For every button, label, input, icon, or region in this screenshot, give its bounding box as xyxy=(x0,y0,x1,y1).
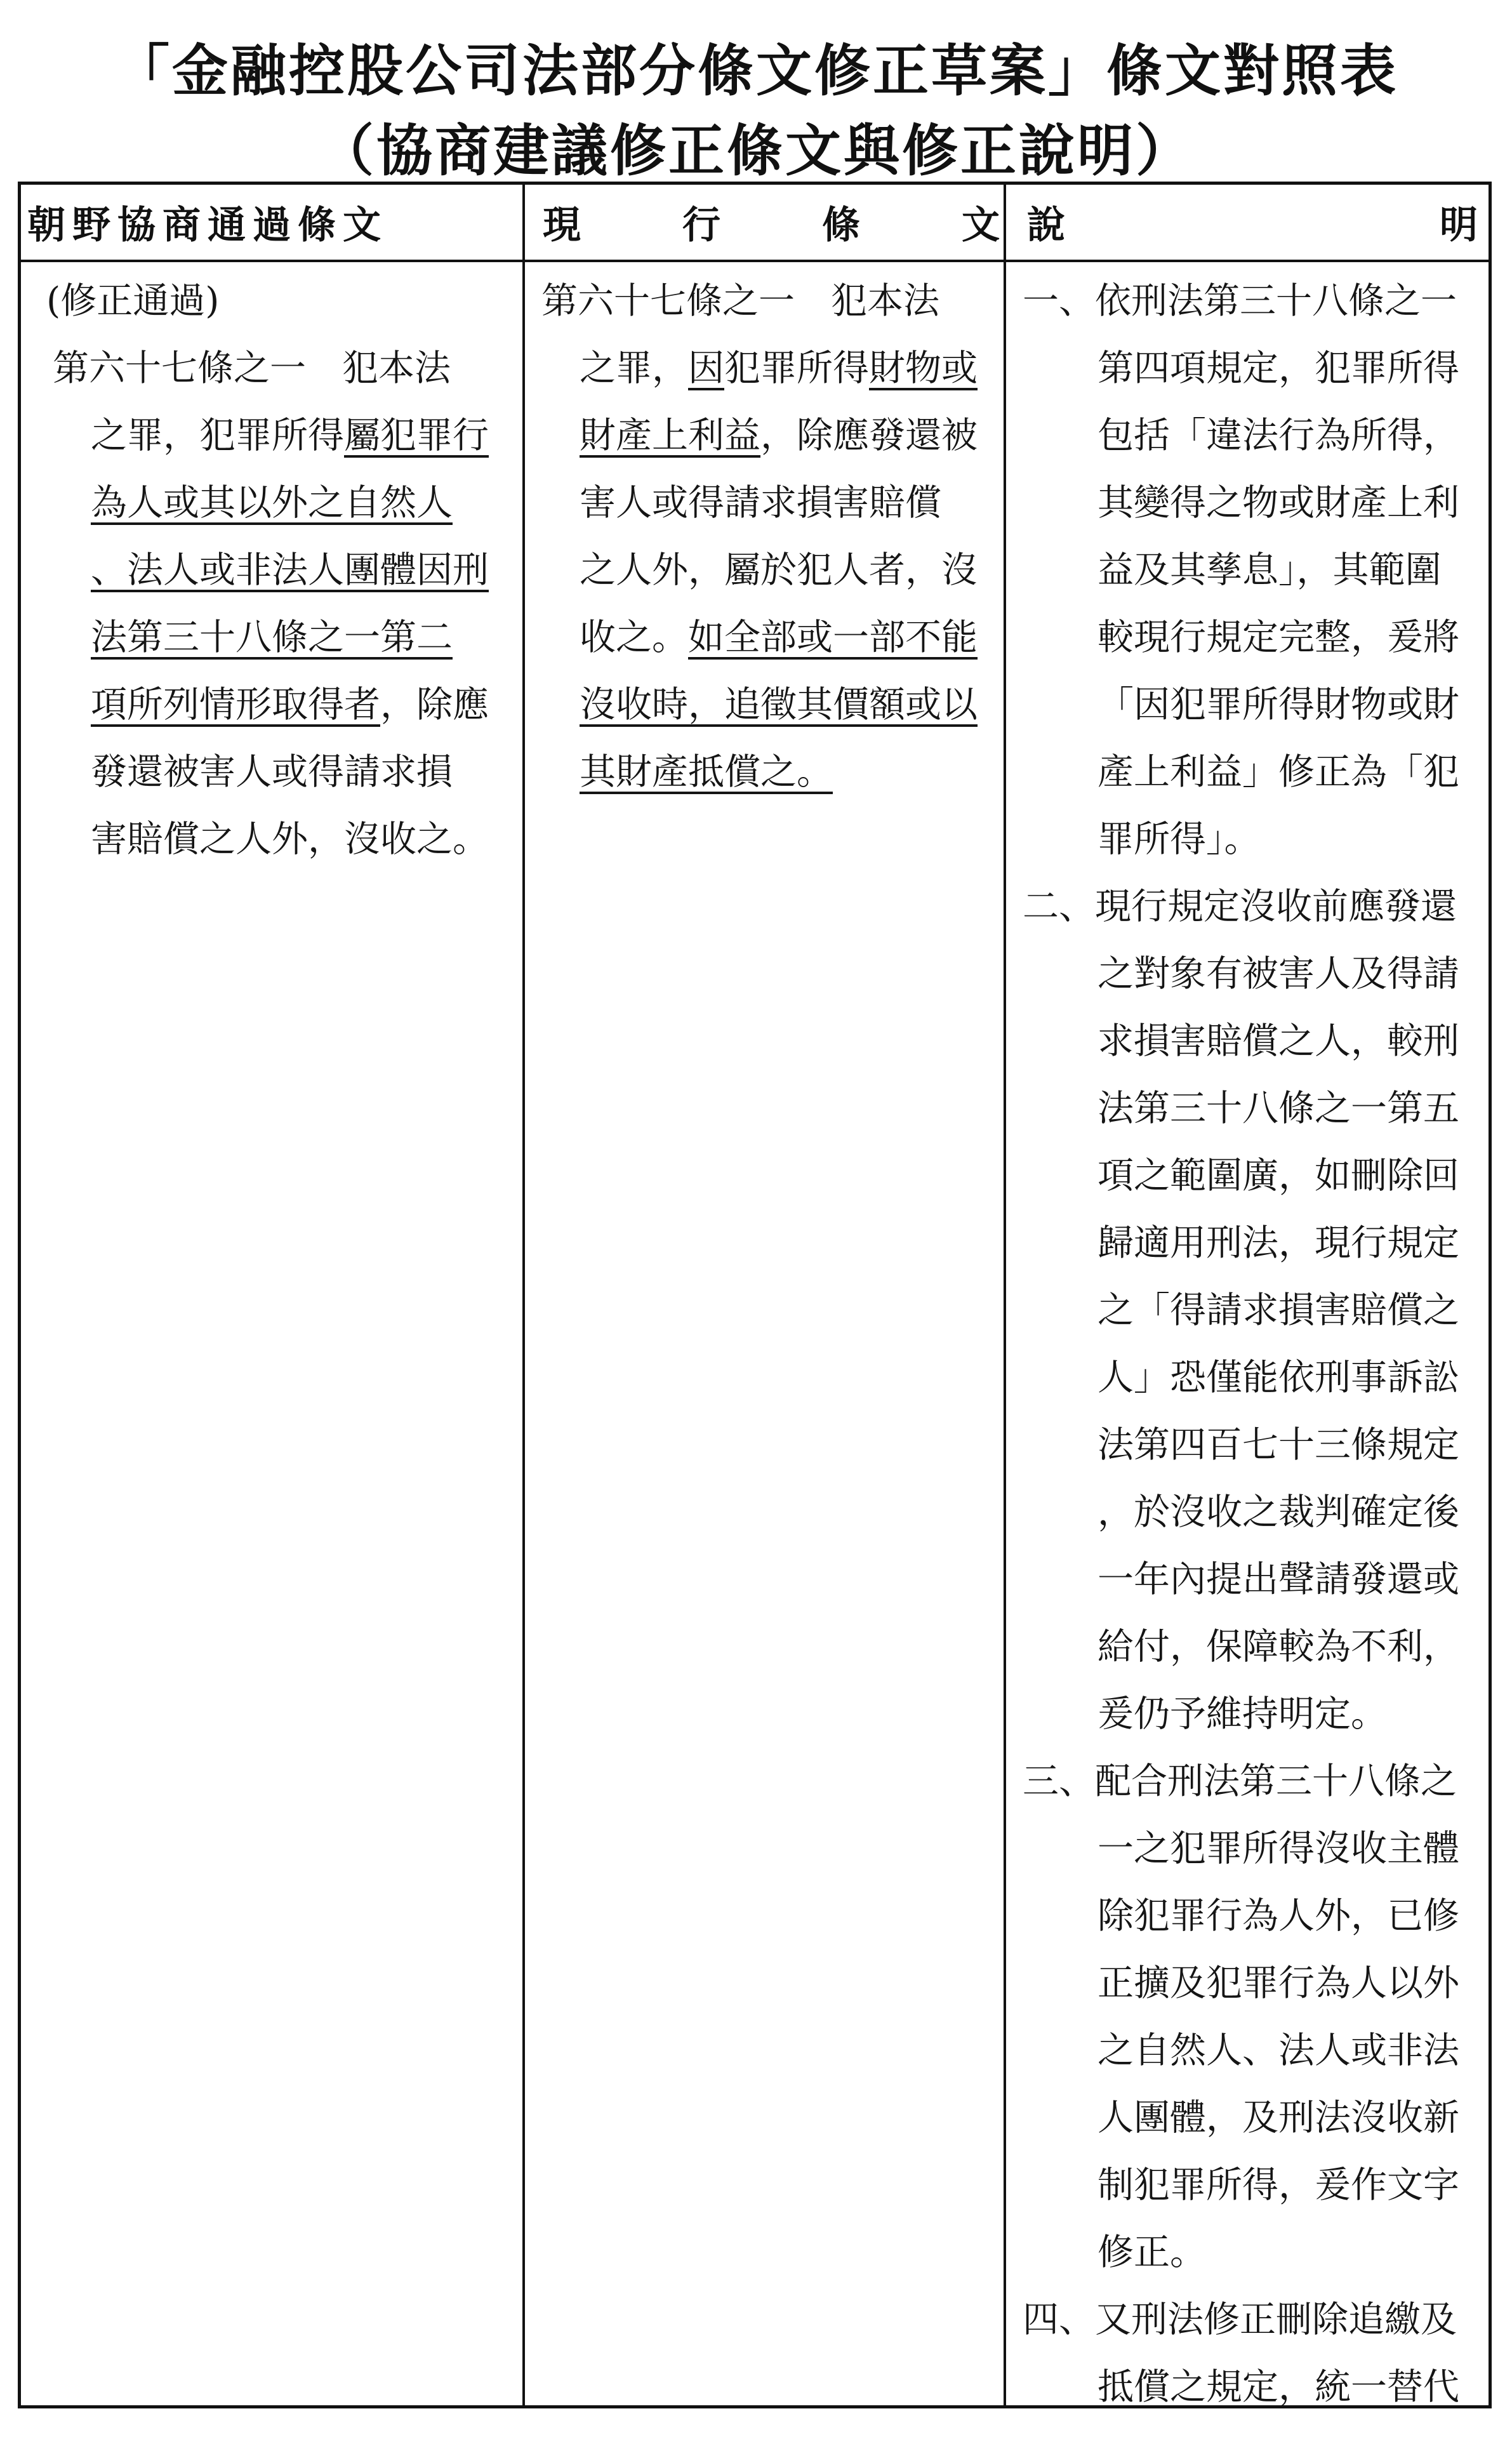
explanation-line: 人」恐僅能依刑事訴訟 xyxy=(1098,1357,1459,1398)
comparison-table xyxy=(18,182,1492,2408)
amendment-status: (修正通過) xyxy=(46,280,220,322)
current-article-line xyxy=(541,402,1011,469)
article-text: 第六十七條之一 犯本法 xyxy=(541,280,939,322)
header-char: 行 xyxy=(682,203,720,248)
amended-text: 、法人或非法人團體因刑 xyxy=(91,549,489,591)
header-current-text xyxy=(543,185,1012,260)
negotiated-article-line xyxy=(53,806,522,873)
current-article-line xyxy=(541,335,1011,402)
current-article-line xyxy=(541,671,1011,738)
article-text: 第六十七條之一 犯本法 xyxy=(53,347,451,389)
explanation-line: 爰仍予維持明定。 xyxy=(1098,1693,1387,1735)
header-char: 文 xyxy=(962,203,1000,248)
header-explanation xyxy=(1027,185,1484,260)
explanation-line: 三、配合刑法第三十八條之 xyxy=(1023,1760,1457,1802)
current-article-text xyxy=(541,267,1011,806)
current-article-cell xyxy=(541,267,1011,806)
negotiated-article-line xyxy=(53,335,522,402)
explanation-item xyxy=(1023,267,1486,873)
explanation-line: 四、又刑法修正刪除追繳及 xyxy=(1023,2299,1457,2341)
explanation-line: 產上利益」修正為「犯 xyxy=(1098,751,1459,793)
header-char: 條 xyxy=(822,203,860,248)
explanation-line: 項之範圍廣，如刪除回 xyxy=(1098,1155,1459,1197)
explanation-line: 二、現行規定沒收前應發還 xyxy=(1023,886,1457,927)
current-article-line xyxy=(541,536,1011,604)
explanation-line: 之對象有被害人及得請 xyxy=(1098,953,1459,995)
explanation-item xyxy=(1023,2286,1486,2420)
explanation-line: 其變得之物或財產上利 xyxy=(1098,482,1459,524)
explanation-item xyxy=(1023,1748,1486,2286)
explanation-line: 益及其孳息」，其範圍 xyxy=(1098,549,1442,591)
explanation-line: 之「得請求損害賠償之 xyxy=(1098,1289,1459,1331)
amended-text: 如全部或一部不能 xyxy=(688,616,978,658)
current-article-line xyxy=(541,267,1011,335)
explanation-line: 第四項規定，犯罪所得 xyxy=(1098,347,1459,389)
amended-text: 其財產抵償之。 xyxy=(580,751,833,793)
explanation-line: 一、依刑法第三十八條之一 xyxy=(1023,280,1457,322)
negotiated-article-cell xyxy=(46,267,522,873)
header-divider xyxy=(21,260,1489,262)
amended-text: 沒收時，追徵其價額或以 xyxy=(580,684,978,726)
explanation-line: 人團體，及刑法沒收新 xyxy=(1098,2097,1459,2139)
column-divider xyxy=(522,185,525,2405)
article-text: 收之。 xyxy=(580,616,688,658)
current-article-line xyxy=(541,604,1011,671)
explanation-line: 較現行規定完整，爰將 xyxy=(1098,616,1459,658)
current-article-line xyxy=(541,738,1011,806)
negotiated-article-line xyxy=(53,604,522,671)
explanation-line: 罪所得」。 xyxy=(1098,818,1261,860)
article-text: 之罪， xyxy=(580,347,688,389)
article-text: 犯罪所得 xyxy=(724,347,869,389)
article-text: ，除應發還被 xyxy=(760,415,978,456)
explanation-cell xyxy=(1023,267,1486,2420)
document-subtitle: （協商建議修正條文與修正說明） xyxy=(317,118,1194,183)
explanation-line: 法第三十八條之一第五 xyxy=(1098,1087,1459,1129)
negotiated-article-line xyxy=(53,671,522,738)
explanation-item xyxy=(1023,873,1486,1748)
article-text: 之人外，屬於犯人者，沒 xyxy=(580,549,978,591)
article-text: 害人或得請求損害賠償 xyxy=(580,482,941,524)
explanation-line: 給付，保障較為不利， xyxy=(1098,1626,1459,1668)
article-text: 害賠償之人外，沒收之。 xyxy=(91,818,489,860)
negotiated-article-text xyxy=(53,335,522,873)
explanation-line: 一年內提出聲請發還或 xyxy=(1098,1558,1459,1600)
explanation-line: 一之犯罪所得沒收主體 xyxy=(1098,1828,1459,1869)
explanation-line: 修正。 xyxy=(1098,2231,1206,2273)
amended-text: 財物或 xyxy=(869,347,978,389)
explanation-line: 之自然人、法人或非法 xyxy=(1098,2029,1459,2071)
explanation-list xyxy=(1023,267,1486,2420)
header-char: 明 xyxy=(1440,203,1478,248)
amended-text: 為人或其以外之自然人 xyxy=(91,482,453,524)
explanation-line: 制犯罪所得，爰作文字 xyxy=(1098,2164,1459,2206)
negotiated-article-line xyxy=(53,536,522,604)
article-text: 之罪，犯罪所得 xyxy=(91,415,344,456)
negotiated-article-line xyxy=(53,469,522,536)
explanation-line: ，於沒收之裁判確定後 xyxy=(1098,1491,1459,1533)
explanation-line: 法第四百七十三條規定 xyxy=(1098,1424,1459,1466)
amended-text: 財產上利益 xyxy=(580,415,760,456)
document-title: 「金融控股公司法部分條文修正草案」條文對照表 xyxy=(113,38,1398,103)
explanation-line: 包括「違法行為所得， xyxy=(1098,415,1459,456)
header-char: 說 xyxy=(1027,203,1065,248)
explanation-line: 「因犯罪所得財物或財 xyxy=(1098,684,1459,726)
explanation-line: 歸適用刑法，現行規定 xyxy=(1098,1222,1459,1264)
article-text: ，除應 xyxy=(380,684,489,726)
article-text: 發還被害人或得請求損 xyxy=(91,751,453,793)
explanation-line: 除犯罪行為人外，已修 xyxy=(1098,1895,1459,1937)
negotiated-article-line xyxy=(53,402,522,469)
explanation-line: 正擴及犯罪行為人以外 xyxy=(1098,1962,1459,2004)
header-char: 現 xyxy=(543,203,581,248)
current-article-line xyxy=(541,469,1011,536)
amended-text: 法第三十八條之一第二 xyxy=(91,616,453,658)
amended-text: 屬犯罪行 xyxy=(344,415,489,456)
negotiated-article-line xyxy=(53,738,522,806)
amended-text: 項所列情形取得者 xyxy=(91,684,380,726)
amended-text: 因 xyxy=(688,347,724,389)
explanation-line: 求損害賠償之人，較刑 xyxy=(1098,1020,1459,1062)
explanation-line: 抵償之規定，統一替代 xyxy=(1098,2366,1459,2408)
header-negotiated-text: 朝野協商通過條文 xyxy=(27,203,388,248)
